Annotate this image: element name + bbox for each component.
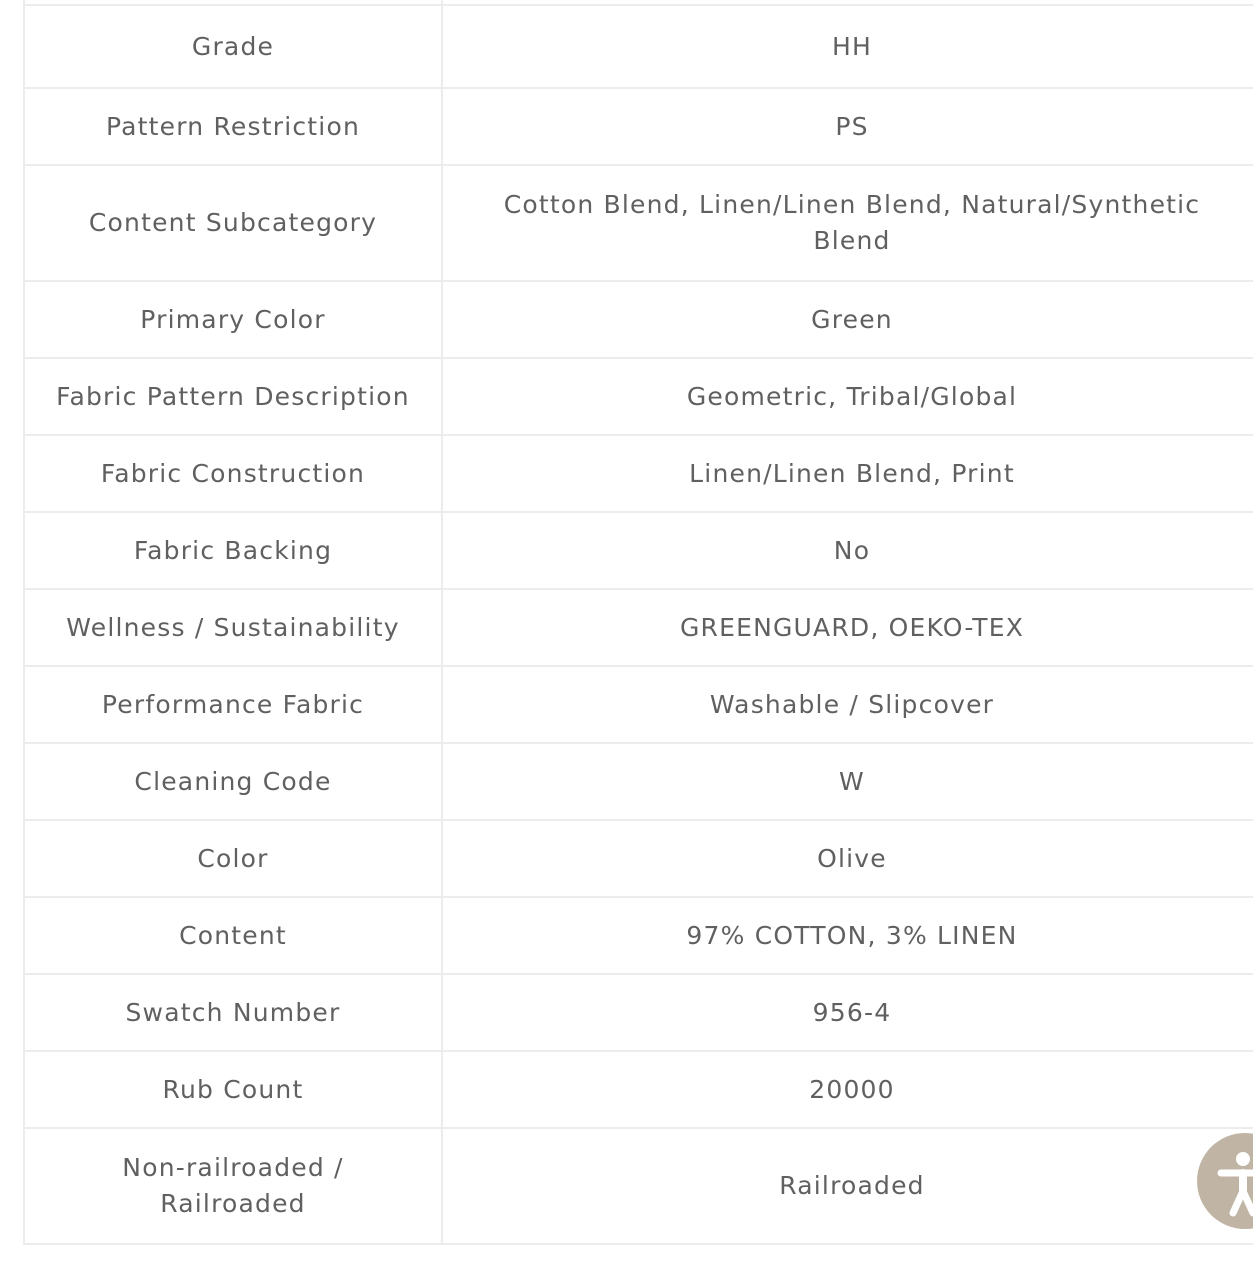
spec-label: Swatch Number — [24, 974, 442, 1051]
spec-label: Fabric Backing — [24, 512, 442, 589]
spec-label: Content — [24, 897, 442, 974]
spec-label: Non-railroaded / Railroaded — [24, 1128, 442, 1244]
spec-value: Railroaded — [442, 1128, 1253, 1244]
table-row — [24, 743, 1253, 820]
spec-value: Olive — [442, 820, 1253, 897]
spec-value: PS — [442, 88, 1253, 165]
spec-label: Fabric Pattern Description — [24, 358, 442, 435]
table-row — [24, 1051, 1253, 1128]
spec-label: Rub Count — [24, 1051, 442, 1128]
table-row — [24, 820, 1253, 897]
table-row — [24, 512, 1253, 589]
table-row — [24, 281, 1253, 358]
table-row — [24, 165, 1253, 281]
spec-label: Pattern Restriction — [24, 88, 442, 165]
table-row — [24, 1128, 1253, 1244]
spec-value: Geometric, Tribal/Global — [442, 358, 1253, 435]
spec-value: W — [442, 743, 1253, 820]
spec-value: Linen/Linen Blend, Print — [442, 435, 1253, 512]
spec-value: Green — [442, 281, 1253, 358]
spec-value: 956-4 — [442, 974, 1253, 1051]
spec-label: Color — [24, 820, 442, 897]
spec-value: Washable / Slipcover — [442, 666, 1253, 743]
table-row — [24, 435, 1253, 512]
table-row — [24, 88, 1253, 165]
spec-table-container — [23, 0, 1253, 1245]
table-row — [24, 897, 1253, 974]
spec-label: Fabric Construction — [24, 435, 442, 512]
spec-label: Content Subcategory — [24, 165, 442, 281]
spec-label: Wellness / Sustainability — [24, 589, 442, 666]
spec-label: Cleaning Code — [24, 743, 442, 820]
spec-label: Grade — [24, 5, 442, 88]
table-row — [24, 5, 1253, 88]
table-row — [24, 589, 1253, 666]
spec-table — [23, 0, 1253, 1245]
spec-value: HH — [442, 5, 1253, 88]
spec-value: GREENGUARD, OEKO-TEX — [442, 589, 1253, 666]
table-row — [24, 358, 1253, 435]
spec-label: Performance Fabric — [24, 666, 442, 743]
table-row — [24, 974, 1253, 1051]
spec-value: Cotton Blend, Linen/Linen Blend, Natural/Synthetic Blend — [442, 165, 1253, 281]
spec-value: 97% COTTON, 3% LINEN — [442, 897, 1253, 974]
spec-label: Primary Color — [24, 281, 442, 358]
accessibility-button[interactable] — [1197, 1133, 1253, 1229]
spec-value: 20000 — [442, 1051, 1253, 1128]
accessibility-person-icon — [1197, 1133, 1253, 1229]
table-row — [24, 666, 1253, 743]
spec-value: No — [442, 512, 1253, 589]
